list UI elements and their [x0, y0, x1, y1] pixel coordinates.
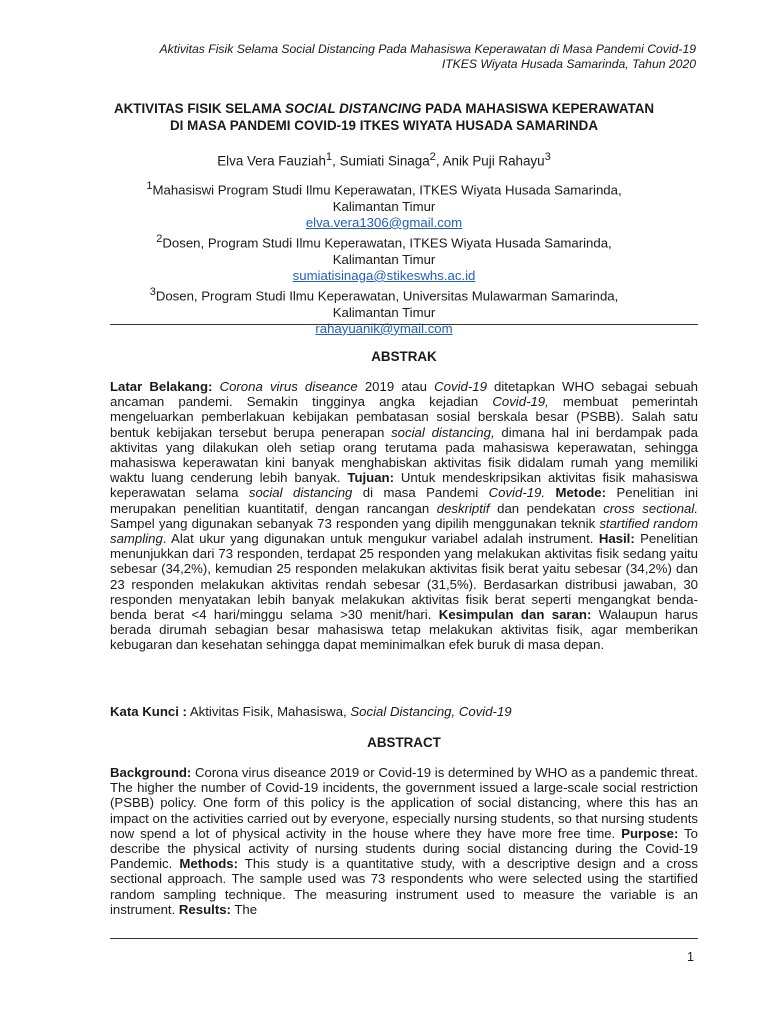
email-link-3[interactable]: rahayuanik@ymail.com [315, 320, 453, 336]
author-name: Elva Vera Fauziah [217, 153, 326, 169]
author-list: Elva Vera Fauziah$^1$, Sumiati Sinaga$^2$, Anik Puji Rahayu$^3$ [217, 151, 551, 169]
author-name: Sumiati Sinaga [339, 153, 430, 169]
abstrak-heading: ABSTRAK [371, 349, 437, 364]
affiliations: $^1$Mahasiswi Program Studi Ilmu Keperawatan, ITKES Wiyata Husada Samarinda, Kalimantan Timur elva.vera1306@gmail.com $^2$Dosen, Program Studi Ilmu Keperawatan, ITKES Wiyata Husada Samarinda, Kalimantan Timur sumiatisinaga@stikeswhs.ac.id $^3$Dosen, Program Studi Ilmu Keperawatan, Universitas Mulawarman Samarinda, Kalimantan Timur rahayuanik@ymail.com [100, 178, 668, 337]
abstract-heading: ABSTRACT [367, 735, 441, 750]
bottom-divider [110, 938, 698, 939]
keywords-line: Kata Kunci : Aktivitas Fisik, Mahasiswa, Social Distancing, Covid-19 [110, 704, 512, 719]
author-name: Anik Puji Rahayu [442, 153, 545, 169]
title-line-2: DI MASA PANDEMI COVID-19 ITKES WIYATA HUSADA SAMARINDA [169, 118, 599, 133]
title-line-1: AKTIVITAS FISIK SELAMA SOCIAL DISTANCING PADA MAHASISWA KEPERAWATAN [113, 101, 655, 116]
running-header-line-1: Aktivitas Fisik Selama Social Distancing Pada Mahasiswa Keperawatan di Masa Pandemi Covid-19 [159, 42, 696, 56]
top-divider [110, 324, 698, 325]
page-number: 1 [687, 950, 694, 964]
email-link-1[interactable]: elva.vera1306@gmail.com [305, 214, 463, 230]
running-header [160, 42, 697, 72]
abstract-body: Background: Corona virus diseance 2019 or Covid-19 is determined by WHO as a pandemic threat. The higher the number of Covid-19 incidents, the government issued a large-scale social restriction (PSBB) policy. One form of this policy is the application of social distancing, where this has an impact on the activities carried out by everyone, especially nursing students, so that nursing students now spend a lot of physical activity in the house where they have more free time. Purpose: To describe the physical activity of nursing students during social distancing during the Covid-19 Pandemic. Methods: This study is a quantitative study, with a descriptive design and a cross sectional approach. The sample used was 73 respondents who were selected using the startified random sampling technique. The measuring instrument used to measure the variable is an instrument. Results: The [110, 765, 699, 917]
abstrak-body: Latar Belakang: Corona virus diseance 2019 atau Covid-19 ditetapkan WHO sebagai sebuah ancaman pandemi. Semakin tingginya angka kejadian Covid-19, membuat pemerintah mengeluarkan pemberlakuan kebijakan pembatasan sosial berskala besar (PSBB). Salah satu bentuk kebijakan tersebut berupa penerapan social distancing, dimana hal ini berdampak pada aktivitas yang dilakukan oleh setiap orang terutama pada mahasiswa keperawatan, sehingga mahasiswa keperawatan kini banyak menghabiskan aktivitas fisik didalam rumah yang memiliki waktu luang cenderung lebih banyak. Tujuan: Untuk mendeskripsikan aktivitas fisik mahasiswa keperawatan selama social distancing di masa Pandemi Covid-19. Metode: Penelitian ini merupakan penelitian kuantitatif, dengan rancangan deskriptif dan pendekatan cross sectional. Sampel yang digunakan sebanyak 73 responden yang dipilih menggunakan teknik startified random sampling. Alat ukur yang digunakan untuk mengukur variabel adalah instrument. Hasil: Penelitian menunjukkan dari 73 responden, terdapat 25 responden yang melakukan aktivitas fisik sedang yaitu sebesar (34,2%), kemudian 25 responden melakukan aktivitas fisik berat yaitu sebesar (34,2%) dan 23 responden melakukan aktivitas rendah sebesar (31,5%). Berdasarkan distribusi jawaban, 30 responden menyatakan lebih banyak melakukan aktivitas fisik berat seperti mengangkat benda-benda berat <4 hari/minggu selama >30 menit/hari. Kesimpulan dan saran: Walaupun harus berada dirumah sebagian besar mahasiswa tetap melakukan aktivitas fisik, agar memberikan kebugaran dan kesehatan sehingga dapat meminimalkan efek buruk di masa depan. [110, 379, 698, 653]
running-header-line-2: ITKES Wiyata Husada Samarinda, Tahun 2020 [441, 57, 696, 71]
affiliation-1: $^1$Mahasiswi Program Studi Ilmu Keperawatan, ITKES Wiyata Husada Samarinda, [146, 180, 622, 198]
email-link-2[interactable]: sumiatisinaga@stikeswhs.ac.id [292, 267, 476, 283]
paper-title [100, 100, 668, 134]
affiliation-3: $^3$Dosen, Program Studi Ilmu Keperawatan, Universitas Mulawarman Samarinda, [149, 286, 619, 304]
affiliation-2: $^2$Dosen, Program Studi Ilmu Keperawatan, ITKES Wiyata Husada Samarinda, [156, 233, 612, 251]
